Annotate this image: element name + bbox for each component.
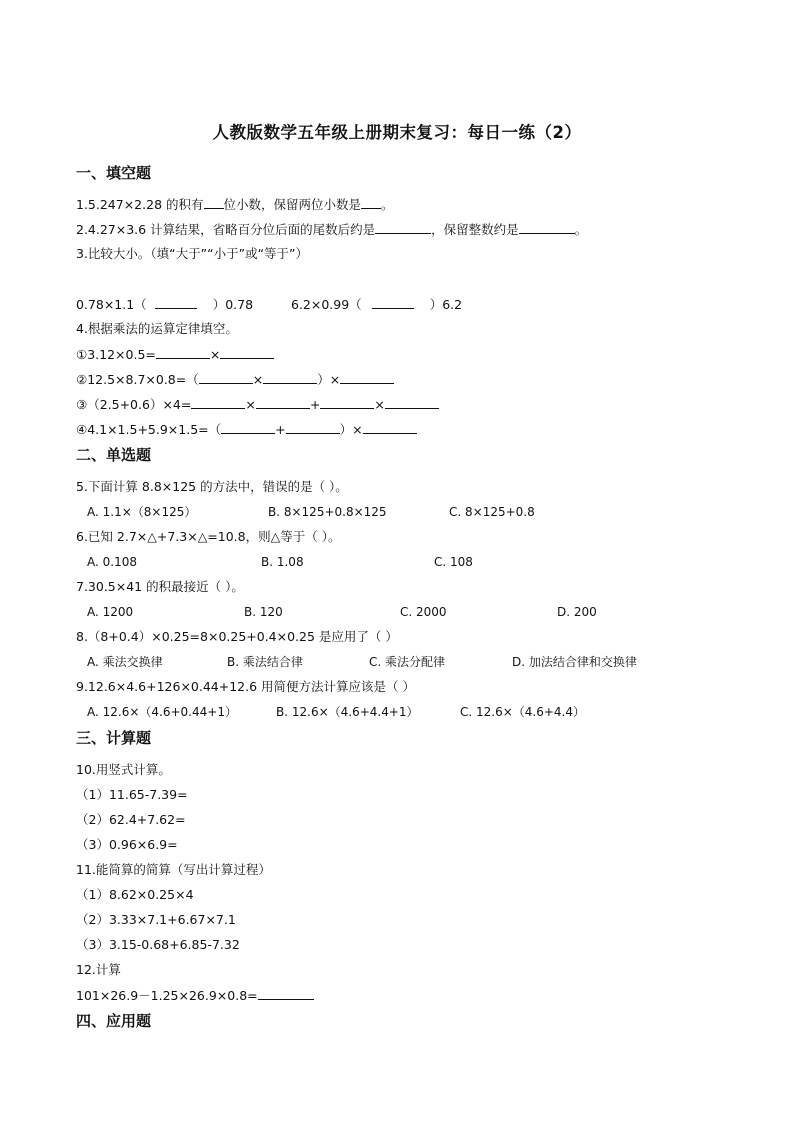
question-4-4	[76, 421, 417, 438]
question-5: 5.下面计算 8.8×125 的方法中，错误的是（ ）。	[76, 479, 348, 494]
option-5-b: B. 8×125+0.8×125	[268, 505, 387, 519]
question-3: 3.比较大小。（填“大于”“小于”或“等于”）	[76, 246, 309, 261]
question-10-item-3: （3）0.96×6.9=	[76, 837, 178, 852]
question-3-row-2-a: 6.2×0.99（	[291, 297, 362, 312]
question-2-text-a: 2.4.27×3.6 计算结果，省略百分位后面的尾数后约是	[76, 222, 376, 237]
question-10-item-2: （2）62.4+7.62=	[76, 812, 186, 827]
option-9-a: A. 12.6×（4.6+0.44+1）	[87, 705, 237, 719]
blank	[256, 396, 310, 409]
question-4-4-text: ④4.1×1.5+5.9×1.5=（	[76, 422, 222, 437]
question-10: 10.用竖式计算。	[76, 762, 171, 777]
question-12-expr-text: 101×26.9－1.25×26.9×0.8=	[76, 988, 258, 1003]
question-4-1	[76, 346, 274, 363]
blank	[320, 396, 374, 409]
option-5-c: C. 8×125+0.8	[449, 505, 535, 519]
blank	[385, 396, 439, 409]
question-8: 8.（8+0.4）×0.25=8×0.25+0.4×0.25 是应用了（ ）	[76, 629, 398, 644]
blank	[372, 296, 414, 309]
question-3-row-1-a: 0.78×1.1（	[76, 297, 147, 312]
blank	[204, 196, 224, 209]
option-6-c: C. 108	[434, 555, 473, 569]
blank	[361, 196, 381, 209]
question-1-text-a: 1.5.247×2.28 的积有	[76, 197, 204, 212]
section-heading-application: 四、应用题	[76, 1012, 152, 1030]
question-4-2	[76, 371, 394, 388]
question-1-text-c: 。	[381, 197, 394, 212]
option-6-b: B. 1.08	[261, 555, 304, 569]
times-sign: ×	[252, 372, 264, 387]
option-5-a: A. 1.1×（8×125）	[87, 505, 197, 519]
option-6-a: A. 0.108	[87, 555, 137, 569]
option-8-b: B. 乘法结合律	[227, 655, 303, 669]
question-11-item-1: （1）8.62×0.25×4	[76, 887, 194, 902]
question-11: 11.能简算的简算（写出计算过程）	[76, 862, 271, 877]
blank	[191, 396, 245, 409]
blank	[199, 371, 253, 384]
paren-times: ）×	[317, 372, 341, 387]
question-4-1-text: ①3.12×0.5=	[76, 347, 156, 362]
option-8-c: C. 乘法分配律	[369, 655, 446, 669]
section-heading-calc: 三、计算题	[76, 729, 152, 747]
blank	[519, 221, 575, 234]
blank	[220, 346, 274, 359]
option-7-d: D. 200	[557, 605, 597, 619]
question-7: 7.30.5×41 的积最接近（ ）。	[76, 579, 244, 594]
plus-sign: +	[275, 422, 286, 437]
question-2-text-b: ，保留整数约是	[431, 222, 519, 237]
question-11-item-2: （2）3.33×7.1+6.67×7.1	[76, 912, 236, 927]
question-11-item-3: （3）3.15-0.68+6.85-7.32	[76, 937, 240, 952]
question-2-text-c: 。	[574, 222, 588, 237]
question-3-row-2	[291, 296, 462, 313]
plus-sign: +	[309, 397, 321, 412]
option-8-d: D. 加法结合律和交换律	[512, 655, 637, 669]
option-7-b: B. 120	[244, 605, 283, 619]
question-2	[76, 221, 587, 238]
option-9-c: C. 12.6×（4.6+4.4）	[460, 705, 586, 719]
times-sign: ×	[245, 397, 256, 412]
blank	[263, 371, 317, 384]
blank	[286, 421, 340, 434]
blank	[340, 371, 394, 384]
blank	[221, 421, 275, 434]
times-sign: ×	[374, 397, 385, 412]
section-heading-fill: 一、填空题	[76, 164, 152, 182]
question-4-2-text: ②12.5×8.7×0.8=（	[76, 372, 199, 387]
question-9: 9.12.6×4.6+126×0.44+12.6 用简便方法计算应该是（ ）	[76, 679, 416, 694]
question-4: 4.根据乘法的运算定律填空。	[76, 321, 238, 336]
question-1	[76, 196, 394, 213]
blank	[363, 421, 417, 434]
blank	[258, 987, 314, 1000]
section-heading-choice: 二、单选题	[76, 446, 152, 464]
paren-times: ）×	[339, 422, 363, 437]
question-3-row-1-b: ）0.78	[212, 297, 254, 312]
question-10-item-1: （1）11.65-7.39=	[76, 787, 188, 802]
question-3-row-1	[76, 296, 253, 313]
blank	[156, 346, 210, 359]
blank	[155, 296, 197, 309]
times-sign: ×	[209, 347, 221, 362]
option-7-a: A. 1200	[87, 605, 134, 619]
page-title: 人教版数学五年级上册期末复习：每日一练（2）	[212, 123, 582, 142]
question-6: 6.已知 2.7×△+7.3×△=10.8，则△等于（ ）。	[76, 529, 341, 544]
option-8-a: A. 乘法交换律	[87, 655, 163, 669]
question-4-3	[76, 396, 439, 413]
question-12: 12.计算	[76, 962, 121, 977]
question-3-row-2-b: ）6.2	[429, 297, 463, 312]
option-9-b: B. 12.6×（4.6+4.4+1）	[276, 705, 419, 719]
blank	[375, 221, 431, 234]
option-7-c: C. 2000	[400, 605, 447, 619]
question-1-text-b: 位小数，保留两位小数是	[223, 197, 362, 212]
question-12-expression	[76, 987, 314, 1004]
question-4-3-text: ③（2.5+0.6）×4=	[76, 397, 192, 412]
